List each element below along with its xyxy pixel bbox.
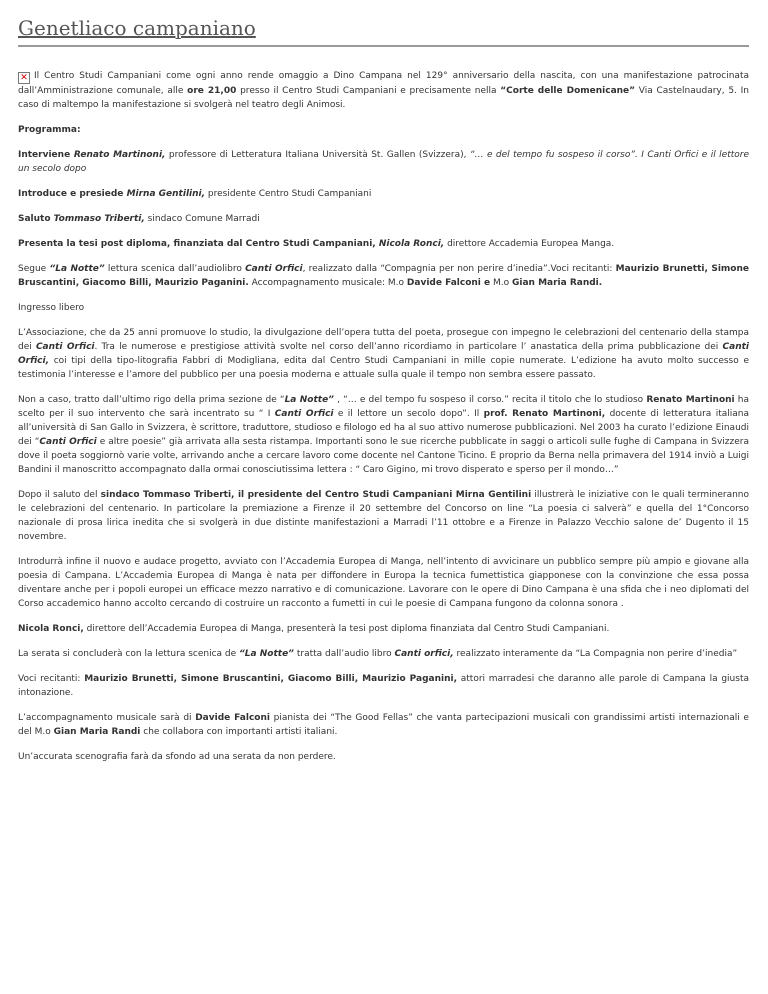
text: M.o [490,278,512,288]
text: ha scelto per il suo intervento che sarà incentrato su “ I [18,395,749,419]
text: , “… e del tempo fu sospeso il corso.” recita il titolo che lo studioso [333,395,647,405]
work-title: Canti Orfici, [18,342,749,366]
paragraph-intro [18,69,749,112]
speaker-name: Nicola Ronci, [378,239,445,249]
performer-names: Davide Falconi e [406,278,491,288]
text: Dopo il saluto del [18,490,101,500]
text: La serata si concluderà con la lettura scenica de [18,649,240,659]
paragraph-saluto [18,212,749,226]
paragraph-ingresso: Ingresso libero [18,303,85,313]
paragraph-accurata: Un’accurata scenografia farà da sfondo ad una serata da non perdere. [18,752,336,762]
work-title: Canti Orfici [274,409,334,419]
text: Il Centro Studi Campaniani come ogni anno rende omaggio a Dino Campana nel 129° anniversario della nascita, con una manifestazione patrocinata dall’Amministrazione comunale, alle [18,71,749,96]
text: lettura scenica dall’audiolibro [104,264,246,274]
paragraph-associazione [18,326,749,382]
text: , realizzato dalla “Compagnia per non perire d’inedia”.Voci recitanti: [302,264,616,274]
text: direttore dell’Accademia Europea di Manga, presenterà la tesi post diploma finanziata dal Centro Studi Campaniani. [83,624,610,634]
person-name: prof. Renato Martinoni, [483,409,606,419]
text: attori marradesi che daranno alle parole di Campana la giusta intonazione. [18,674,749,698]
speaker-name: Renato Martinoni, [73,150,166,160]
section-heading: Programma: [18,125,81,135]
text: realizzato interamente da “La Compagnia non perire d’inedia” [453,649,738,659]
speaker-name: Mirna Gentilini, [126,189,206,199]
broken-image-icon: ✕ [18,72,30,84]
performer-names: Maurizio Brunetti, Simone Bruscantini, Giacomo Billi, Maurizio Paganini, [84,674,457,684]
article-body [18,69,749,764]
text: professore di Letteratura Italiana Università St. Gallen (Svizzera), [165,150,470,160]
text: Via Castelnaudary, 5. In caso di maltempo la manifestazione si svolgerà nel teatro degli Animosi. [18,86,749,110]
text: L’Associazione, che da 25 anni promuove lo studio, la divulgazione dell’opera tutta del poeta, prosegue con impegno le celebrazioni del centenario della stampa dei [18,328,749,352]
text: presso il Centro Studi Campaniani e precisamente nella [236,86,501,96]
paragraph-segue [18,262,749,290]
text: tratta dall’audio libro [293,649,395,659]
work-title: Canti Orfici [245,264,303,274]
text: coi tipi della tipo-litografia Fabbri di Modigliana, edita dal Centro Studi Campaniani in mille copie numerate. L’edizione ha avuto molto successo e testimonia l’interesse e l’amore del pubblico per una poesia moderna e attuale sulla quale il tempo non sembra essere passato. [18,356,749,380]
person-name: Nicola Ronci, [18,624,84,634]
text: pianista dei “The Good Fellas” che vanta partecipazioni musicali con grandissimi artisti internazionali e del M.o [18,713,749,737]
work-title: “La Notte” [239,649,294,659]
text: sindaco Comune Marradi [144,214,260,224]
work-title: Canti Orfici [39,437,97,447]
paragraph-non-caso [18,393,749,477]
paragraph-introduce [18,187,749,201]
person-name: Gian Maria Randi [53,727,141,737]
paragraph-voci [18,672,749,700]
text: e il lettore un secolo dopo”. Il [333,409,484,419]
text: presidente Centro Studi Campaniani [205,189,372,199]
person-name: sindaco Tommaso Triberti, il presidente del Centro Studi Campaniani Mirna Gentilini [100,490,532,500]
time-highlight: ore 21,00 [187,86,237,96]
text-bold: Interviene [18,150,74,160]
text: Non a caso, tratto dall’ultimo rigo della prima sezione de “ [18,395,285,405]
text-bold: Presenta la tesi post diploma, finanziata dal Centro Studi Campaniani, [18,239,379,249]
performer-names: Maurizio Brunetti, Simone Bruscantini, Giacomo Billi, Maurizio Paganini. [18,264,749,288]
text-bold: Saluto [18,214,54,224]
person-name: Renato Martinoni [646,395,735,405]
paragraph-introdurra: Introdurrà infine il nuovo e audace progetto, avviato con l’Accademia Europea di Manga, nell’intento di avvicinare un pubblico sempre più ampio e giovane alla poesia di Campana. L’Accademia Europea di Manga è nata per diffondere in Europa la tecnica fumettistica giapponese con la convinzione che essa possa diventare anche per i popoli europei un efficace mezzo narrativo e di comunicazione. Lavorare con le opere di Dino Campana è una sfida che i neo diplomati del Corso accademico hanno accolto cercando di costruire un racconto a fumetti in cui le poesie di Campana fungono da colonna sonora . [18,557,749,609]
work-title: Canti orfici, [394,649,454,659]
work-title: La Notte” [284,395,334,405]
paragraph-interviene [18,148,749,176]
text: direttore Accademia Europea Manga. [444,239,615,249]
person-name: Davide Falconi [195,713,270,723]
paragraph-programma [18,123,749,137]
speaker-name: Tommaso Triberti, [53,214,145,224]
performer-names: Gian Maria Randi. [511,278,603,288]
text: Accompagnamento musicale: M.o [248,278,407,288]
text-bold: Introduce e presiede [18,189,127,199]
text: che collabora con importanti artisti italiani. [140,727,338,737]
text: . Tra le numerose e prestigiose attività svolte nel corso dell’anno ricordiamo in particolare l’ anastatica della prima pubblicazione dei [94,342,723,352]
work-title: “La Notte” [49,264,105,274]
text: Voci recitanti: [18,674,85,684]
text: Segue [18,264,50,274]
paragraph-nicola [18,622,749,636]
talk-title: “… e del tempo fu sospeso il corso”. I Canti Orfici e il lettore un secolo dopo [18,150,749,174]
paragraph-presenta [18,237,749,251]
page-title: Genetliaco campaniano [18,14,749,47]
paragraph-accompagnamento [18,711,749,739]
text: e altre poesie” già arrivata alla sesta ristampa. Importanti sono le sue ricerche pubblicate in saggi o articoli sulle fughe di Campana in Svizzera dove il poeta soggiornò varie volte, arrivando anche a cercare lavoro come docente nel Cantone Ticino. E proprio da Berna nella primavera del 1914 inviò a Luigi Bandini il manoscritto accompagnato dalla ormai conosciutissima lettera : “ Caro Gigino, mi trovo disperato e sperso per il mondo…” [18,437,749,475]
article [18,14,749,775]
paragraph-serata [18,647,749,661]
paragraph-dopo [18,488,749,544]
text: L’accompagnamento musicale sarà di [18,713,196,723]
venue-highlight: “Corte delle Domenicane” [500,86,636,96]
text: illustrerà le iniziative con le quali termineranno le celebrazioni del centenario. In particolare la premiazione a Firenze il 20 settembre del Concorso on line “La poesia ci salverà” e quella del 1°Concorso nazionale di prosa lirica inedita che si svolgerà in due distinte manifestazioni a Marradi l’11 ottobre e a Firenze in Palazzo Vecchio salone de’ Dugento il 15 novembre. [18,490,750,542]
text: docente di letteratura italiana all’università di San Gallo in Svizzera, è scrittore, traduttore, studioso e filologo ed ha al suo attivo numerose pubblicazioni. Nel 2003 ha curato l’edizione Einaudi dei “ [18,409,749,447]
work-title: Canti Orfici [35,342,95,352]
